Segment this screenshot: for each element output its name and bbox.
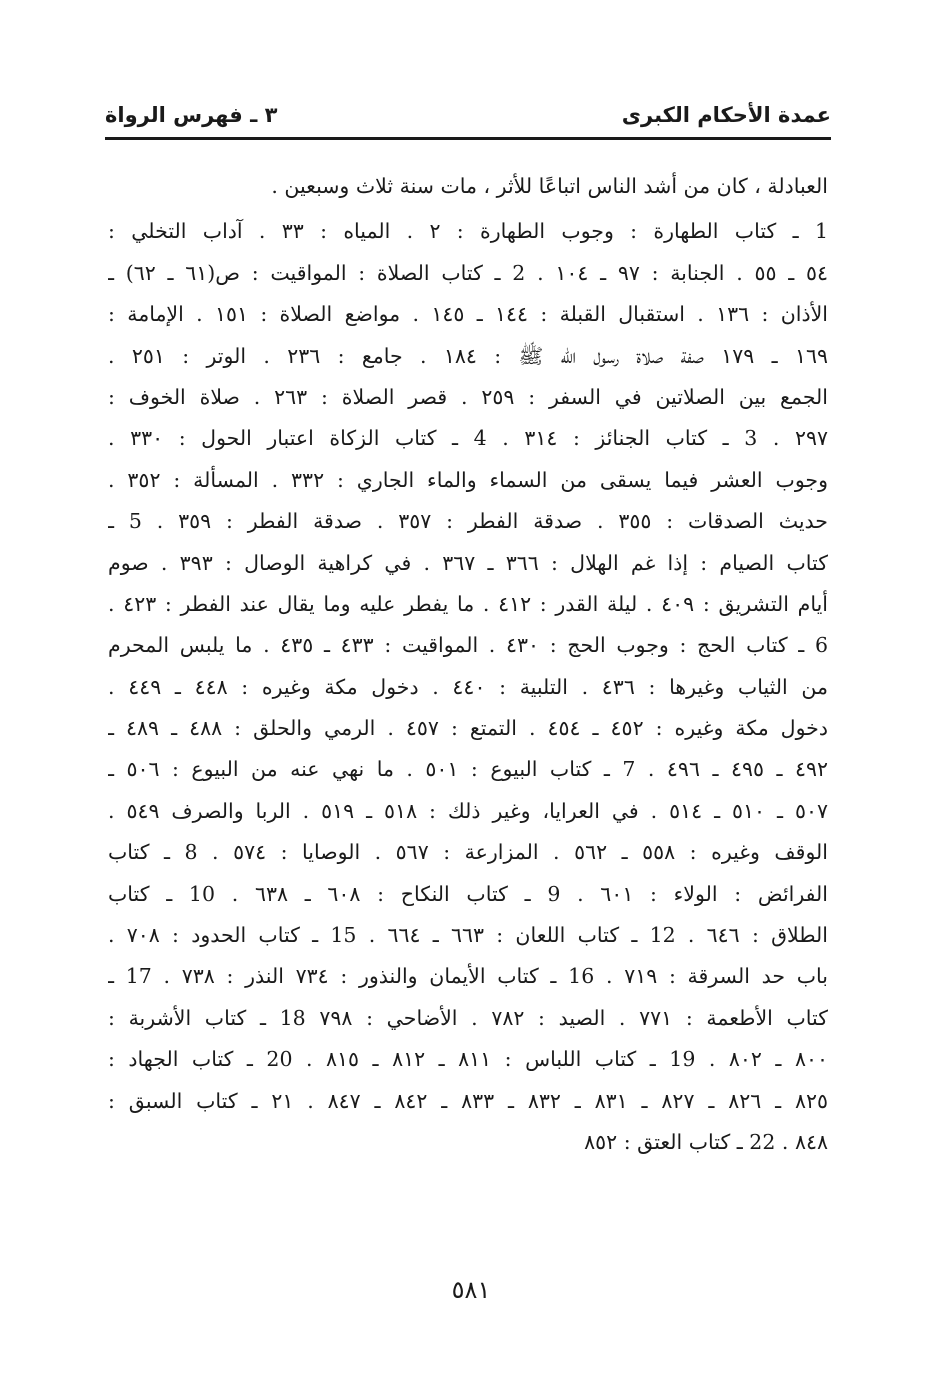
- body-line: 6 ـ كتاب الحج : وجوب الحج : ٤٣٠ . المواقيت : ٤٣٣ ـ ٤٣٥ . ما يلبس المحرم: [108, 633, 828, 658]
- body-line: باب حد السرقة : ٧١٩ . 16 ـ كتاب الأيمان والنذور : ٧٣٤ النذر : ٧٣٨ . 17 ـ: [108, 964, 828, 989]
- body-line: ٨٢٥ ـ ٨٢٦ ـ ٨٢٧ ـ ٨٣١ ـ ٨٣٢ ـ ٨٣٣ ـ ٨٤٢ ـ ٨٤٧ . ٢١ ـ كتاب السبق :: [108, 1088, 828, 1113]
- body-line: الفرائض : الولاء : ٦٠١ . 9 ـ كتاب النكاح : ٦٠٨ ـ ٦٣٨ . 10 ـ كتاب: [108, 881, 828, 906]
- body-line: وجوب العشر فيما يسقى من السماء والماء الجاري : ٣٣٢ . المسألة : ٣٥٢ .: [108, 467, 828, 492]
- body-line: ١٦٩ ـ ١٧٩ صفة صلاة رسول الله ﷺ : ١٨٤ . جامع : ٢٣٦ . الوتر : ٢٥١ .: [108, 343, 828, 368]
- body-line: كتاب الصيام : إذا غم الهلال : ٣٦٦ ـ ٣٦٧ . في كراهية الوصال : ٣٩٣ . صوم: [108, 550, 828, 575]
- book-title: عمدة الأحكام الكبرى: [621, 103, 831, 127]
- body-line: ٨٤٨ . 22 ـ كتاب العتق : ٨٥٢: [584, 1129, 828, 1154]
- body-line: ٢٩٧ . 3 ـ كتاب الجنائز : ٣١٤ . 4 ـ كتاب الزكاة اعتبار الحول : ٣٣٠ .: [108, 426, 828, 451]
- running-header: [105, 100, 831, 134]
- section-title: ٣ ـ فهرس الرواة: [105, 103, 278, 127]
- body-line: حديث الصدقات : ٣٥٥ . صدقة الفطر : ٣٥٧ . صدقة الفطر : ٣٥٩ . 5 ـ: [108, 509, 828, 534]
- header-divider: [105, 137, 831, 140]
- body-line: ٥٤ ـ ٥٥ . الجنابة : ٩٧ ـ ١٠٤ . 2 ـ كتاب الصلاة : المواقيت : ص(٦١ ـ ٦٢) ـ: [108, 260, 828, 285]
- body-line: 1 ـ كتاب الطهارة : وجوب الطهارة : ٢ . المياه : ٣٣ . آداب التخلي :: [108, 219, 828, 244]
- body-line: الجمع بين الصلاتين في السفر : ٢٥٩ . قصر الصلاة : ٢٦٣ . صلاة الخوف :: [108, 384, 828, 409]
- page-number: ٥٨١: [451, 1276, 491, 1304]
- body-line: الطلاق : ٦٤٦ . 12 ـ كتاب اللعان : ٦٦٣ ـ ٦٦٤ . 15 ـ كتاب الحدود : ٧٠٨ .: [108, 923, 828, 948]
- body-line: دخول مكة وغيره : ٤٥٢ ـ ٤٥٤ . التمتع : ٤٥٧ . الرمي والحلق : ٤٨٨ ـ ٤٨٩ ـ: [108, 716, 828, 741]
- body-line: أيام التشريق : ٤٠٩ . ليلة القدر : ٤١٢ . ما يفطر عليه وما يقال عند الفطر : ٤٢٣ .: [108, 591, 828, 616]
- body-line: العبادلة ، كان من أشد الناس اتباعًا للأثر ، مات سنة ثلاث وسبعين .: [271, 174, 828, 198]
- body-line: ٤٩٢ ـ ٤٩٥ ـ ٤٩٦ . 7 ـ كتاب البيوع : ٥٠١ . ما نهي عنه من البيوع : ٥٠٦ ـ: [108, 757, 828, 782]
- body-line: الوقف وغيره : ٥٥٨ ـ ٥٦٢ . المزارعة : ٥٦٧ . الوصايا : ٥٧٤ . 8 ـ كتاب: [108, 840, 828, 865]
- body-line: كتاب الأطعمة : ٧٧١ . الصيد : ٧٨٢ . الأضاحي : ٧٩٨ 18 ـ كتاب الأشربة :: [108, 1005, 828, 1030]
- body-line: من الثياب وغيرها : ٤٣٦ . التلبية : ٤٤٠ . دخول مكة وغيره : ٤٤٨ ـ ٤٤٩ .: [108, 674, 828, 699]
- body-line: الأذان : ١٣٦ . استقبال القبلة : ١٤٤ ـ ١٤٥ . مواضع الصلاة : ١٥١ . الإمامة :: [108, 302, 828, 327]
- body-line: ٨٠٠ ـ ٨٠٢ . 19 ـ كتاب اللباس : ٨١١ ـ ٨١٢ ـ ٨١٥ . 20 ـ كتاب الجهاد :: [108, 1047, 828, 1072]
- body-line: ٥٠٧ ـ ٥١٠ ـ ٥١٤ . في العرايا، وغير ذلك : ٥١٨ ـ ٥١٩ . الربا والصرف ٥٤٩ .: [108, 798, 828, 823]
- index-body: [108, 166, 828, 1163]
